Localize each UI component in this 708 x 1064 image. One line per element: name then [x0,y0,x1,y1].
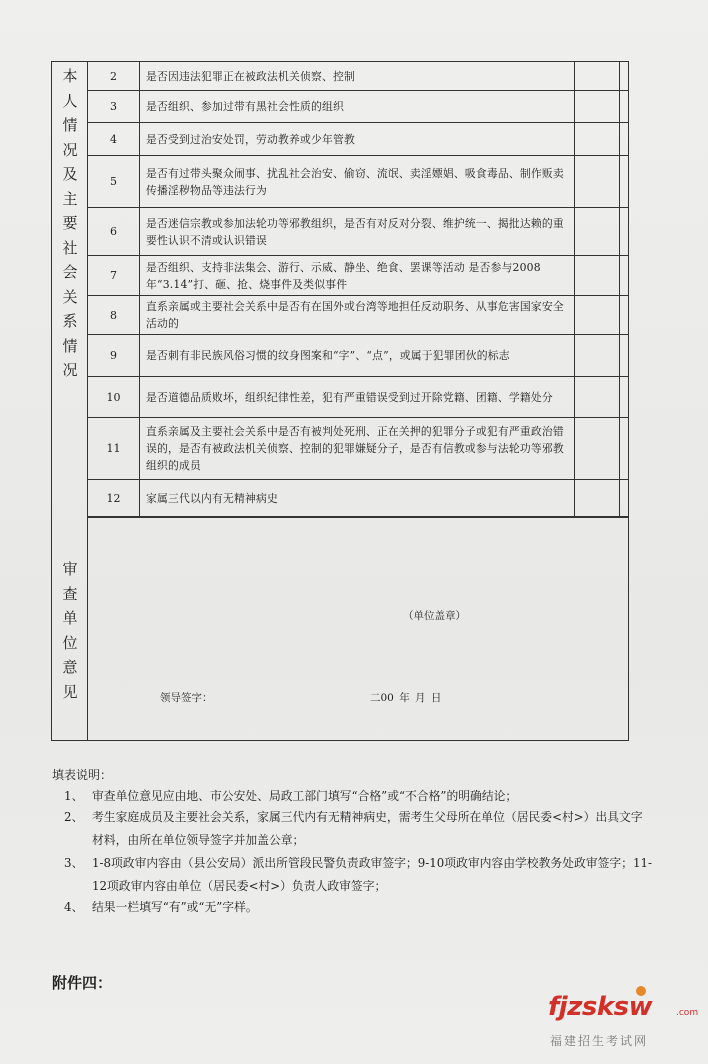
row-question-text: 是否迷信宗教或参加法轮功等邪教组织，是否有对反对分裂、维护统一、揭批达赖的重要性认识不清或认识错误 [146,216,564,247]
note-number: 3、 [64,856,84,870]
note-text: 结果一栏填写“有”或“无”字样。 [92,900,258,914]
note-item [64,852,654,897]
table-row [88,418,628,480]
note-number: 4、 [64,900,84,914]
result-cell-divider [574,208,575,255]
logo-domain: .com [676,1008,699,1018]
result-cell-divider [619,418,620,479]
table-row [88,296,628,335]
row-question-text: 是否因违法犯罪正在被政法机关侦察、控制 [146,69,355,83]
note-item [64,896,654,919]
note-item [64,785,654,808]
result-cell-divider [574,480,575,516]
notes-title: 填表说明： [52,768,113,782]
result-cell-divider [619,91,620,122]
result-cell-divider [619,62,620,90]
row-question-text: 是否组织、参加过带有黑社会性质的组织 [146,100,344,113]
table-row [88,156,628,208]
table-row [88,377,628,418]
result-cell-divider [574,377,575,417]
row-number: 9 [88,335,140,376]
row-number: 5 [88,156,140,207]
note-text: 考生家庭成员及主要社会关系，家属三代内有无精神病史，需考生父母所在单位（居民委<村>）出具文字材料，由所在单位领导签字并加盖公章； [92,810,643,847]
row-number: 6 [88,208,140,255]
note-number: 2、 [64,810,84,824]
result-cell-divider [619,256,620,295]
result-cell-divider [619,480,620,516]
result-cell-divider [619,208,620,255]
row-number: 7 [88,256,140,295]
row-number: 11 [88,418,140,479]
section-review-label-cell [52,517,88,741]
note-item [64,806,654,851]
result-cell-divider [574,62,575,90]
row-question-text: 直系亲属或主要社会关系中是否有在国外或台湾等地担任反动职务、从事危害国家安全活动的 [146,300,564,330]
result-cell-divider [619,296,620,334]
row-number: 3 [88,91,140,122]
unit-stamp-label: （单位盖章） [403,610,466,622]
table-row [88,123,628,156]
table-row [88,91,628,123]
result-cell-divider [574,123,575,155]
result-cell-divider [574,256,575,295]
date-field: 二00 年 月 日 [370,692,442,704]
section-review-label: 审 查 单 位 意 见 [62,560,78,701]
result-cell-divider [619,123,620,155]
row-question-text: 是否刺有非民族风俗习惯的纹身图案和“字”、“点”，或属于犯罪团伙的标志 [146,349,510,362]
result-cell-divider [619,335,620,376]
site-logo [548,988,698,1052]
table-row [88,256,628,296]
table-row [88,62,628,91]
result-cell-divider [574,296,575,334]
review-table [51,61,629,741]
row-number: 12 [88,480,140,516]
review-opinion-area [88,517,628,740]
row-question-text: 家属三代以内有无精神病史 [146,491,278,505]
result-cell-divider [574,91,575,122]
result-cell-divider [574,335,575,376]
table-row [88,480,628,517]
table-row [88,335,628,377]
table-row [88,208,628,256]
row-question-text: 是否受到过治安处罚，劳动教养或少年管教 [146,132,355,146]
row-question-text: 是否有过带头聚众闹事、扰乱社会治安、偷窃、流氓、卖淫嫖娼、吸食毒品、制作贩卖传播淫秽物品等违法行为 [146,166,564,197]
question-rows [88,62,628,517]
note-text: 1-8项政审内容由（县公安局）派出所管段民警负责政审签字；9-10项政审内容由学校教务处政审签字；11-12项政审内容由单位（居民委<村>）负责人政审签字； [92,856,652,893]
result-cell-divider [574,418,575,479]
row-number: 10 [88,377,140,417]
result-cell-divider [574,156,575,207]
row-question-text: 直系亲属及主要社会关系中是否有被判处死刑、正在关押的犯罪分子或犯有严重政治错误的，是否有被政法机关侦察、控制的犯罪嫌疑分子，是否有信教或参与法轮功等邪教组织的成员 [146,425,564,472]
row-question-text: 是否道德品质败坏，组织纪律性差，犯有严重错误受到过开除党籍、团籍、学籍处分 [146,390,553,404]
section-personal-label-cell [52,62,88,517]
row-number: 4 [88,123,140,155]
result-cell-divider [619,156,620,207]
note-number: 1、 [64,789,84,803]
row-question-text: 是否组织、支持非法集会、游行、示威、静坐、绝食、罢课等活动 是否参与2008年“3.14”打、砸、抢、烧事件及类似事件 [146,260,541,291]
logo-brand: fjzsksw [548,992,653,1022]
section-personal-label: 本 人 情 况 及 主 要 社 会 关 系 情 况 [62,67,78,379]
result-cell-divider [619,377,620,417]
note-text: 审查单位意见应由地、市公安处、局政工部门填写“合格”或“不合格”的明确结论； [92,789,518,803]
row-number: 2 [88,62,140,90]
row-number: 8 [88,296,140,334]
logo-chinese-name: 福建招生考试网 [550,1034,649,1048]
attachment-title: 附件四： [52,974,113,992]
leader-signature-label: 领导签字： [160,692,213,704]
